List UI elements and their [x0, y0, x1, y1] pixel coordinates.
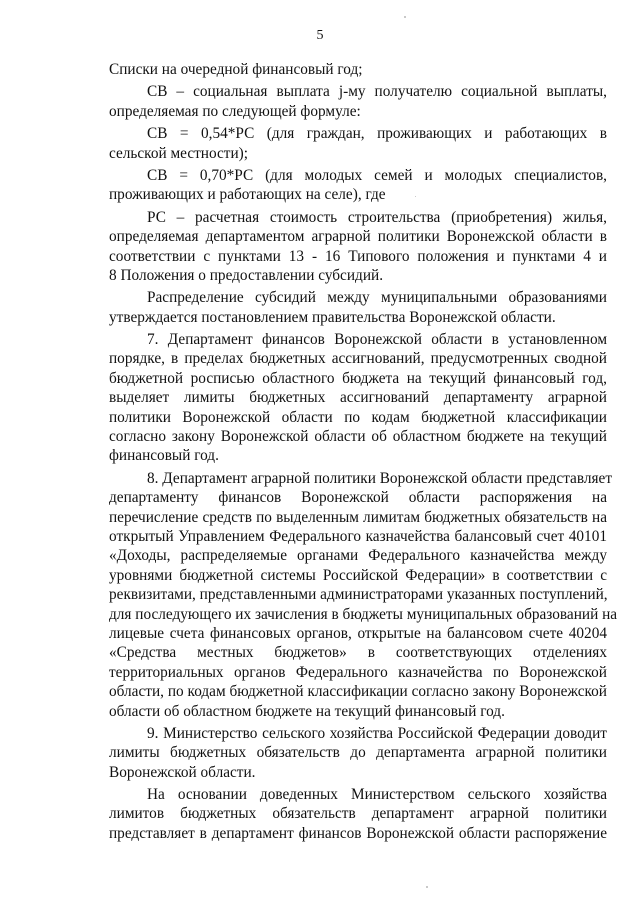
- text-line: департаменту финансов Воронежской области распоряжения на: [109, 489, 607, 507]
- text-line: области об областном бюджете на текущий финансовый год.: [109, 702, 505, 720]
- text-line: финансовый год.: [109, 447, 219, 465]
- text-line: сельской местности);: [109, 144, 249, 162]
- text-line: РС – расчетная стоимость строительства (приобретения) жилья,: [147, 208, 607, 226]
- document-body: [109, 60, 618, 843]
- paragraph: [109, 124, 607, 163]
- text-line: для последующего их зачисления в бюджеты муниципальных образований на: [109, 605, 618, 623]
- paragraph: [109, 785, 607, 843]
- text-line: согласно закону Воронежской области об областном бюджете на текущий: [109, 428, 607, 446]
- text-line: определяемая департаментом аграрной политики Воронежской области в: [109, 228, 607, 246]
- text-line: представляет в департамент финансов Воронежской области распоряжение: [109, 824, 607, 842]
- paragraph: [109, 724, 607, 782]
- scan-speck: [426, 886, 428, 888]
- scan-speck: [404, 16, 406, 18]
- paragraph: [109, 288, 607, 327]
- text-line: соответствии с пунктами 13 - 16 Типового положения и пунктами 4 и: [109, 247, 607, 265]
- scan-speck: [415, 196, 416, 197]
- paragraph: [109, 82, 607, 121]
- text-line: выделяет лимиты бюджетных ассигнований департаменту аграрной: [109, 389, 607, 407]
- text-line: Распределение субсидий между муниципальными образованиями: [147, 289, 607, 307]
- text-line: утверждается постановлением правительства Воронежской области.: [109, 308, 556, 326]
- paragraph: [109, 166, 607, 205]
- paragraph: [109, 469, 618, 721]
- text-line: СВ – социальная выплата j-му получателю социальной выплаты,: [147, 83, 607, 101]
- paragraph: [109, 208, 607, 286]
- text-line: Воронежской области.: [109, 763, 256, 781]
- text-line: определяемая по следующей формуле:: [109, 102, 361, 120]
- paragraph: [109, 330, 607, 466]
- text-line: области, по кодам бюджетной классификации согласно закону Воронежской: [109, 683, 607, 701]
- text-line: СВ = 0,54*РС (для граждан, проживающих и работающих в: [147, 125, 607, 143]
- text-line: 8. Департамент аграрной политики Воронежской области представляет: [147, 469, 613, 487]
- text-line: лимитов бюджетных обязательств департамент аграрной политики: [109, 805, 607, 823]
- text-line: «Средства местных бюджетов» в соответствующих отделениях: [109, 644, 607, 662]
- text-line: политики Воронежской области по кодам бюджетной классификации: [109, 408, 607, 426]
- paragraph: [109, 60, 607, 79]
- text-line: СВ = 0,70*РС (для молодых семей и молодых специалистов,: [147, 166, 607, 184]
- text-line: 8 Положения о предоставлении субсидий.: [109, 266, 384, 284]
- text-line: На основании доведенных Министерством сельского хозяйства: [147, 786, 607, 804]
- text-line: перечисление средств по выделенным лимитам бюджетных обязательств на: [109, 508, 607, 526]
- text-line: бюджетной росписью областного бюджета на текущий финансовый год,: [109, 369, 607, 387]
- text-line: 7. Департамент финансов Воронежской области в установленном: [147, 331, 607, 349]
- text-line: лимиты бюджетных обязательств до департамента аграрной политики: [109, 744, 607, 762]
- text-line: «Доходы, распределяемые органами Федерального казначейства между: [109, 547, 607, 565]
- text-line: Списки на очередной финансовый год;: [109, 61, 363, 78]
- text-line: проживающих и работающих на селе), где: [109, 186, 386, 204]
- text-line: открытый Управлением Федерального казначейства балансовый счет 40101: [109, 527, 607, 545]
- text-line: реквизитами, представленными администраторами указанных поступлений,: [109, 586, 608, 604]
- text-line: порядке, в пределах бюджетных ассигнований, предусмотренных сводной: [109, 350, 607, 368]
- text-line: уровнями бюджетной системы Российской Федерации» в соответствии с: [109, 566, 607, 584]
- page-number: 5: [316, 28, 324, 43]
- text-line: лицевые счета финансовых органов, открытые на балансовом счете 40204: [109, 624, 607, 642]
- text-line: 9. Министерство сельского хозяйства Российской Федерации доводит: [147, 724, 607, 742]
- text-line: территориальных органов Федерального казначейства по Воронежской: [109, 663, 607, 681]
